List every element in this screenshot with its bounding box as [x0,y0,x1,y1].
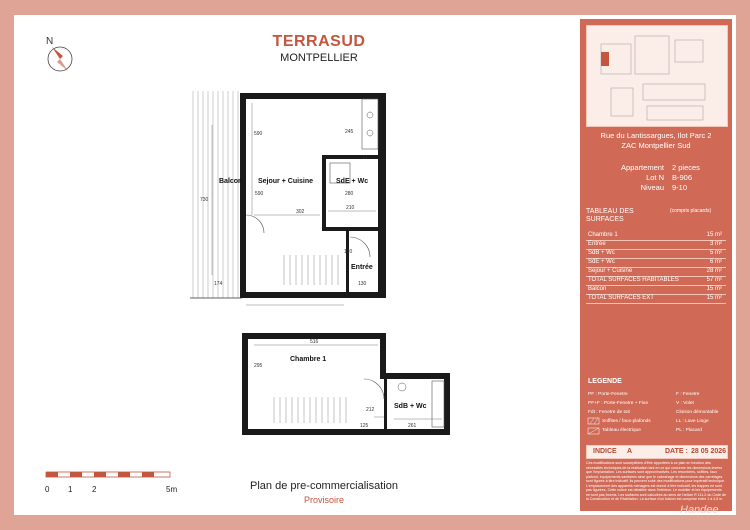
room-sejour: Sejour + Cuisine [258,178,314,185]
dim-516: 516 [310,339,319,345]
surface-area: 28 m² [706,268,722,274]
plan-area [14,15,578,515]
date-label: DATE : [665,448,688,455]
dim-590b: 590 [255,191,264,197]
dim-261: 261 [408,423,417,429]
scale-5m: 5m [166,485,178,494]
info-sidebar [580,19,732,511]
surface-name: TOTAL SURFACES HABITABLES [588,277,679,283]
dim-280: 280 [345,191,354,197]
location-minimap [586,25,728,127]
compass-n-label: N [46,36,54,47]
room-sdb-wc: SdB + Wc [394,403,427,410]
scale-2: 2 [92,485,97,494]
surface-area: 3 m² [710,241,722,247]
dim-302: 302 [296,209,305,215]
address-line-2: ZAC Montpellier Sud [621,141,691,150]
indice-label: INDICE [593,448,617,455]
dim-210: 210 [346,205,355,211]
floor-plan [14,15,578,515]
balcon-hatch [193,91,238,298]
surface-area: 15 m² [706,232,722,238]
dim-212: 212 [366,407,375,413]
lot-value: B-906 [672,173,693,182]
dim-125: 125 [360,423,369,429]
surface-name: Sejour + Cuisine [588,268,633,274]
dim-730: 730 [200,197,209,203]
legend-f: F : Fenetre [676,392,700,397]
surface-area: 5 m² [710,250,722,256]
legend-v: V : Volet [676,401,694,406]
surface-area: 15 m² [706,286,722,292]
surfaces-table-title: TABLEAU DES SURFACES [586,208,634,223]
plan-caption: Plan de pre-commercialisation [250,480,398,492]
surface-name: Chambre 1 [588,232,618,238]
room-balcon: Balcon [219,178,243,185]
surface-name: Entrée [588,241,606,247]
surfaces-table-note: (compris placards) [670,208,712,214]
dim-120: 120 [344,249,353,255]
legal-notes: Ces modifications sont susceptibles d'être apportées à ce plan en fonction des nécessités techniques de la réalisation tant en ce qui concerne les dimensions levées que l'implantation. Les surfaces sont approximatives. Les retombées, soffites, faux plafond, équipements sanitaires ainsi que le cabochage et dimensions des carrelages sont figurés à titre indicatif, ils peuvent subir des modifications pour impératif technique. L'emplacement des appareils ménagers est donné à titre indicatif, les trappes ne sont pas figurées. Cette notice est détaillée dans l'intérieur. Le mobilier et les équipements ne sont pas fournis. Les surfaces sont calculées au sens de l'article R 111-2 du Code de la Construction et de l'Habitation. La surface d'un balcon est comprise entre 1 à 4,5 m. [586,461,726,501]
scale-0: 0 [45,485,50,494]
niveau-value: 9-10 [672,183,688,192]
dim-590a: 590 [254,131,263,137]
apt-label: Appartement [621,163,664,172]
city-subtitle: MONTPELLIER [280,52,358,64]
niveau-label: Niveau [640,183,664,192]
room-sde-wc: SdE + Wc [336,178,369,185]
scale-1: 1 [68,485,73,494]
surface-name: TOTAL SURFACES EXT [588,295,654,301]
scale-bar [46,470,196,504]
date-value: 28 05 2026 [691,448,727,455]
dim-ll: LL [363,155,369,161]
surface-area: 15 m² [706,295,722,301]
brand-title: TERRASUD [272,33,366,50]
dim-245: 245 [345,129,354,135]
legend-ll: LL : Lave Linge [676,419,709,424]
legend-title: LEGENDE [588,378,622,385]
dim-130: 130 [358,281,367,287]
legend-tab: Tableau électrique [602,428,641,433]
address-block [580,131,732,151]
room-chambre: Chambre 1 [290,356,327,363]
sheet-inner [14,15,736,515]
legend-soffite: Soffites / faux-plafonds [602,419,651,424]
surface-area: 6 m² [710,259,722,265]
dim-295: 295 [254,363,263,369]
legend-pl: PL : Placard [676,428,702,433]
apt-value: 2 pieces [672,163,700,172]
legend-cloison: Cloison démontable [676,410,719,415]
address-line-1: Rue du Lantissargues, Ilot Parc 2 [600,131,712,140]
legend-fdt: Fdt : Fenetre de toit [588,410,630,415]
surface-name: Balcon [588,286,607,292]
indice-value: A [627,448,633,455]
legend-hatch-icon [588,418,600,436]
surface-name: SdB + Wc [588,250,615,256]
legend-pf: PF : Porte-Fenetre [588,392,628,397]
dim-174: 174 [214,281,223,287]
legend-pff: PF+F : Porte-Fenetre + Fixe [588,401,648,406]
watermark: Handee [680,504,719,516]
room-entree: Entrée [351,264,373,271]
surface-total-row [586,294,726,304]
lot-label: Lot N [646,173,664,182]
indice-bar [586,445,728,459]
plan-caption-status: Provisoire [303,495,344,505]
surface-area: 57 m² [706,277,722,283]
surface-name: SdE + Wc [588,259,615,265]
